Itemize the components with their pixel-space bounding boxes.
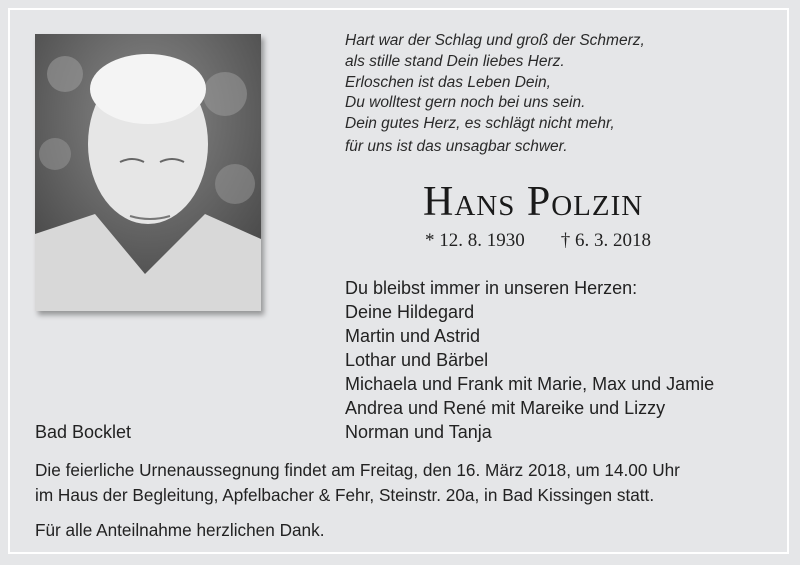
family-intro: Du bleibst immer in unseren Herzen: xyxy=(345,278,638,298)
poem-line: Erloschen ist das Leben Dein, xyxy=(345,73,551,91)
poem-line: Dein gutes Herz, es schlägt nicht mehr, xyxy=(345,115,615,133)
family-member: Michaela und Frank mit Marie, Max und Jamie xyxy=(345,374,715,394)
poem-line: Hart war der Schlag und groß der Schmerz, xyxy=(345,32,645,49)
thanks-line: Für alle Anteilnahme herzlichen Dank. xyxy=(35,520,325,540)
family-member: Norman und Tanja xyxy=(345,422,492,442)
poem xyxy=(345,31,645,158)
life-dates xyxy=(425,230,651,252)
poem-line: für uns ist das unsagbar schwer. xyxy=(345,137,568,155)
death-date: † 6. 3. 2018 xyxy=(560,230,651,251)
deceased-name: Hans Polzin xyxy=(423,179,644,225)
poem-line: als stille stand Dein liebes Herz. xyxy=(345,52,565,70)
portrait-photo xyxy=(35,34,261,311)
place: Bad Bocklet xyxy=(35,422,132,442)
birth-date: * 12. 8. 1930 xyxy=(425,230,525,251)
family-list xyxy=(345,276,714,444)
family-member: Lothar und Bärbel xyxy=(345,350,489,370)
family-member: Andrea und René mit Mareike und Lizzy xyxy=(345,398,666,418)
poem-line: Du wolltest gern noch bei uns sein. xyxy=(345,94,586,112)
funeral-notice xyxy=(35,458,680,508)
family-member: Martin und Astrid xyxy=(345,326,481,346)
family-member: Deine Hildegard xyxy=(345,302,475,322)
notice-line: Die feierliche Urnenaussegnung findet am Freitag, den 16. März 2018, um 14.00 Uhr xyxy=(35,460,680,480)
notice-line: im Haus der Begleitung, Apfelbacher & Fehr, Steinstr. 20a, in Bad Kissingen statt. xyxy=(35,485,655,505)
